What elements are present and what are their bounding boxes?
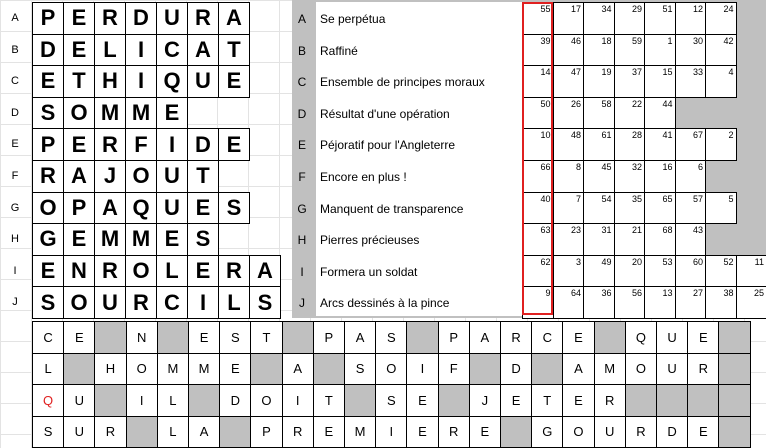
number-cell: 68 [644,223,676,256]
word-letter-cell: O [125,160,157,193]
word-letter-cell: E [63,128,95,161]
row-label: D [11,106,19,119]
quote-letter-cell: E [406,416,438,448]
number-cell: 33 [675,65,707,98]
clue-text: Manquent de transparence [318,202,522,216]
quote-letter-cell: M [344,416,376,448]
quote-letter-cell: E [562,321,594,354]
quote-block-cell [250,353,282,386]
quote-letter-cell: O [375,353,407,386]
quote-letter-cell: I [406,353,438,386]
number-cell: 23 [553,223,585,256]
word-letter-cell: A [249,255,281,288]
number-cell: 26 [553,97,585,130]
quote-letter-cell: R [500,321,532,354]
quote-letter-cell: M [594,353,626,386]
quote-letter-cell: F [438,353,470,386]
number-cell: 25 [736,286,766,319]
number-cell: 43 [675,223,707,256]
number-cell: 44 [644,97,676,130]
word-letter-cell: H [94,65,126,98]
word-letter-cell: R [218,255,250,288]
clue-text: Se perpétua [318,12,522,26]
clue-letter: I [300,264,304,279]
quote-letter-cell: H [94,353,126,386]
quote-letter-cell: I [375,416,407,448]
word-letter-cell: S [32,97,64,130]
clue-letter: G [297,201,307,216]
word-letter-cell: E [187,192,219,225]
number-cell: 16 [644,160,676,193]
quote-letter-cell: P [250,416,282,448]
number-cell: 9 [522,286,554,319]
quote-letter-cell: E [313,416,345,448]
quote-block-cell [469,353,501,386]
word-letter-cell: D [125,2,157,35]
number-cell: 60 [675,255,707,288]
number-cell: 66 [522,160,554,193]
word-letter-cell: E [63,34,95,67]
number-cell: 51 [644,2,676,35]
clue-letter: J [299,296,305,311]
quote-letter-cell: T [250,321,282,354]
number-cell: 24 [705,2,737,35]
quote-block-cell [438,384,470,417]
word-letter-cell: L [156,255,188,288]
quote-letter-cell: O [126,353,158,386]
clue-letter: D [297,106,307,121]
word-letter-cell: I [125,65,157,98]
quote-letter-cell: R [687,353,719,386]
quote-letter-cell: I [126,384,158,417]
word-letter-cell: T [187,160,219,193]
quote-block-cell [594,321,626,354]
quote-letter-cell: E [406,384,438,417]
quote-block-cell [656,384,688,417]
word-letter-cell: A [94,192,126,225]
word-letter-cell: G [32,223,64,256]
number-cell: 7 [553,192,585,225]
quote-letter-cell: S [375,384,407,417]
word-letter-cell: U [156,192,188,225]
word-letter-cell: O [32,192,64,225]
quote-block-cell [94,321,126,354]
number-cell: 65 [644,192,676,225]
quote-letter-cell: L [157,384,189,417]
quote-block-cell [219,416,251,448]
quote-letter-cell: U [63,384,95,417]
quote-letter-cell: U [594,416,626,448]
number-cell: 59 [614,34,646,67]
quote-block-cell [188,384,220,417]
quote-letter-cell: O [250,384,282,417]
clue-letter: H [297,233,307,248]
word-letter-cell: P [32,2,64,35]
quote-block-cell [718,384,750,417]
number-cell: 47 [553,65,585,98]
quote-block-cell [313,353,345,386]
word-letter-cell: O [63,97,95,130]
number-cell: 37 [614,65,646,98]
quote-block-cell [500,416,532,448]
number-cell: 21 [614,223,646,256]
quote-letter-cell: R [594,384,626,417]
word-letter-cell: Q [156,65,188,98]
clue-text: Encore en plus ! [318,170,522,184]
row-label: E [11,138,19,151]
quote-letter-cell: S [375,321,407,354]
number-cell: 13 [644,286,676,319]
word-letter-cell: A [187,34,219,67]
number-cell: 18 [583,34,615,67]
number-cell: 64 [553,286,585,319]
number-cell: 28 [614,128,646,161]
number-cell: 10 [522,128,554,161]
number-cell: 12 [675,2,707,35]
word-letter-cell: M [94,97,126,130]
word-letter-cell: J [94,160,126,193]
quote-block-cell [531,353,563,386]
word-letter-cell: D [187,128,219,161]
number-cell: 46 [553,34,585,67]
word-letter-cell: U [156,160,188,193]
quote-letter-cell: E [469,416,501,448]
clue-text: Péjoratif pour l'Angleterre [318,138,522,152]
clue-text: Pierres précieuses [318,233,522,247]
quote-letter-cell: C [531,321,563,354]
quote-block-cell [718,353,750,386]
number-cell: 53 [644,255,676,288]
quote-block-cell [126,416,158,448]
row-label: C [11,75,19,88]
quote-letter-cell: S [32,416,64,448]
word-letter-cell: E [218,65,250,98]
word-letter-cell: Q [125,192,157,225]
row-label: I [13,264,17,277]
number-cell: 56 [614,286,646,319]
number-cell: 61 [583,128,615,161]
number-cell: 3 [553,255,585,288]
quote-letter-cell: P [313,321,345,354]
quote-block-cell [406,321,438,354]
row-label: A [11,12,19,24]
quote-letter-cell: R [94,416,126,448]
clue-letter: B [297,43,306,58]
quote-letter-cell: E [687,321,719,354]
word-letter-cell: D [32,34,64,67]
number-cell: 67 [675,128,707,161]
quote-block-cell [625,384,657,417]
number-cell: 5 [705,192,737,225]
word-letter-cell: T [218,34,250,67]
number-cell: 6 [675,160,707,193]
number-cell: 41 [644,128,676,161]
quote-letter-cell: E [687,416,719,448]
quote-letter-cell: Q [32,384,64,417]
word-letter-cell: R [125,286,157,319]
number-cell: 49 [583,255,615,288]
word-letter-cell: I [187,286,219,319]
number-cell: 14 [522,65,554,98]
row-label: H [11,233,19,246]
word-letter-cell: F [125,128,157,161]
number-cell: 45 [583,160,615,193]
word-letter-cell: O [63,286,95,319]
number-cell: 4 [705,65,737,98]
number-cell: 32 [614,160,646,193]
number-cell: 11 [736,255,766,288]
number-cell: 31 [583,223,615,256]
quote-letter-cell: O [625,353,657,386]
quote-block-cell [63,353,95,386]
row-label: B [11,43,19,56]
number-cell: 35 [614,192,646,225]
word-letter-cell: R [187,2,219,35]
quote-letter-cell: C [32,321,64,354]
number-cell: 22 [614,97,646,130]
number-cell: 34 [583,2,615,35]
row-label: F [11,170,19,182]
quote-letter-cell: J [469,384,501,417]
quote-letter-cell: T [313,384,345,417]
number-cell: 57 [675,192,707,225]
word-letter-cell: U [94,286,126,319]
word-letter-cell: L [218,286,250,319]
word-letter-cell: S [249,286,281,319]
quote-letter-cell: U [656,353,688,386]
number-cell: 42 [705,34,737,67]
number-cell: 19 [583,65,615,98]
word-letter-cell: A [218,2,250,35]
quote-letter-cell: L [157,416,189,448]
clue-text: Résultat d'une opération [318,107,522,121]
quote-letter-cell: M [157,353,189,386]
quote-letter-cell: L [32,353,64,386]
quote-letter-cell: D [656,416,688,448]
quote-letter-cell: R [438,416,470,448]
number-cell: 17 [553,2,585,35]
quote-letter-cell: A [562,353,594,386]
quote-letter-cell: E [500,384,532,417]
word-letter-cell: E [187,255,219,288]
word-letter-cell: U [187,65,219,98]
number-cell: 15 [644,65,676,98]
number-cell: 40 [522,192,554,225]
word-letter-cell: O [125,255,157,288]
number-cell: 52 [705,255,737,288]
word-letter-cell: T [63,65,95,98]
number-cell: 48 [553,128,585,161]
quote-letter-cell: U [63,416,95,448]
clue-letter: C [297,75,307,90]
number-cell: 36 [583,286,615,319]
quote-letter-cell: S [344,353,376,386]
number-cell: 20 [614,255,646,288]
clue-text: Arcs dessinés à la pince [318,296,522,310]
word-letter-cell: N [63,255,95,288]
quote-letter-cell: R [625,416,657,448]
quote-letter-cell: E [219,353,251,386]
number-cell: 2 [705,128,737,161]
word-letter-cell: R [94,128,126,161]
quote-block-cell [157,321,189,354]
word-letter-cell: S [187,223,219,256]
quote-letter-cell: T [531,384,563,417]
number-cell: 29 [614,2,646,35]
number-cell: 58 [583,97,615,130]
word-letter-cell: C [156,34,188,67]
word-letter-cell: A [63,160,95,193]
word-letter-cell: S [32,286,64,319]
row-label: G [10,201,20,214]
number-cell: 62 [522,255,554,288]
number-cell: 27 [675,286,707,319]
quote-letter-cell: D [500,353,532,386]
quote-letter-cell: E [188,321,220,354]
clue-letter: F [298,170,306,184]
number-cell: 30 [675,34,707,67]
row-label: J [12,296,18,309]
quote-letter-cell: I [282,384,314,417]
clue-letter: A [297,12,306,26]
number-cell: 63 [522,223,554,256]
number-cell: 39 [522,34,554,67]
word-letter-cell: E [156,223,188,256]
quote-letter-cell: A [344,321,376,354]
quote-letter-cell: D [219,384,251,417]
quote-letter-cell: P [438,321,470,354]
word-letter-cell: E [156,97,188,130]
word-letter-cell: M [125,97,157,130]
quote-block-cell [282,321,314,354]
quote-block-cell [687,384,719,417]
quote-letter-cell: Q [625,321,657,354]
word-letter-cell: L [94,34,126,67]
word-letter-cell: R [32,160,64,193]
clue-text: Ensemble de principes moraux [318,75,522,89]
word-letter-cell: R [94,255,126,288]
quote-block-cell [344,384,376,417]
word-letter-cell: E [218,128,250,161]
word-letter-cell: C [156,286,188,319]
quote-letter-cell: U [656,321,688,354]
number-cell: 1 [644,34,676,67]
quote-letter-cell: O [562,416,594,448]
word-letter-cell: E [32,65,64,98]
word-letter-cell: R [94,2,126,35]
quote-letter-cell: E [562,384,594,417]
quote-letter-cell: R [282,416,314,448]
quote-letter-cell: A [469,321,501,354]
number-cell: 38 [705,286,737,319]
quote-letter-cell: M [188,353,220,386]
word-letter-cell: E [63,223,95,256]
word-letter-cell: S [218,192,250,225]
number-cell: 55 [522,2,554,35]
quote-letter-cell: E [63,321,95,354]
number-cell: 54 [583,192,615,225]
word-letter-cell: I [125,34,157,67]
clue-text: Formera un soldat [318,265,522,279]
quote-block-cell [718,416,750,448]
clue-text: Raffiné [318,44,522,58]
word-letter-cell: U [156,2,188,35]
word-letter-cell: P [32,128,64,161]
number-cell: 50 [522,97,554,130]
quote-letter-cell: A [282,353,314,386]
clue-letter: E [297,138,306,153]
quote-block-cell [718,321,750,354]
quote-letter-cell: A [188,416,220,448]
word-letter-cell: M [94,223,126,256]
quote-block-cell [94,384,126,417]
word-letter-cell: I [156,128,188,161]
word-letter-cell: E [63,2,95,35]
quote-letter-cell: S [219,321,251,354]
quote-letter-cell: G [531,416,563,448]
quote-letter-cell: N [126,321,158,354]
number-cell: 8 [553,160,585,193]
word-letter-cell: E [32,255,64,288]
word-letter-cell: P [63,192,95,225]
word-letter-cell: M [125,223,157,256]
